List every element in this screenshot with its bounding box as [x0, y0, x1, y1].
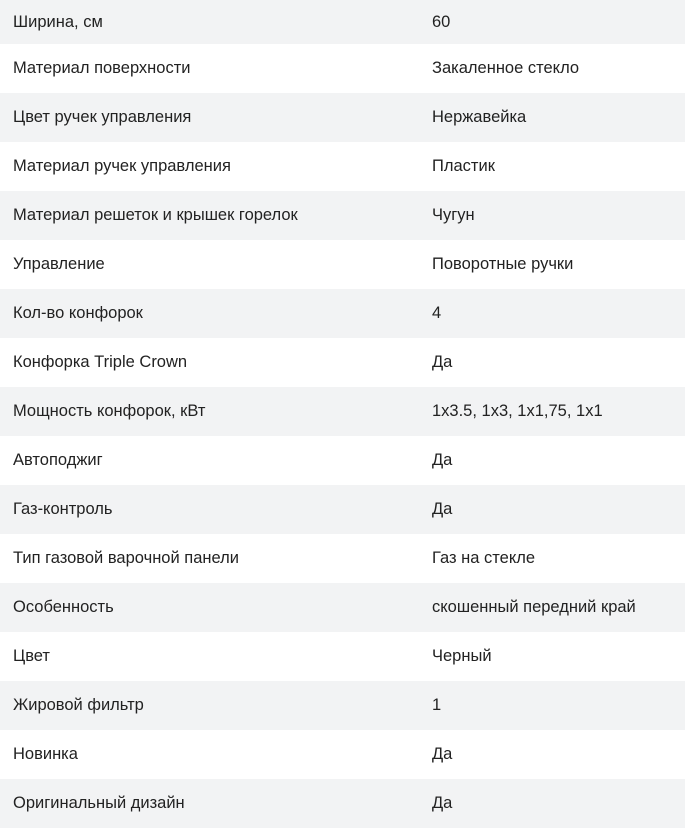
- spec-label: Оригинальный дизайн: [13, 794, 185, 812]
- spec-row-triple-crown: [0, 338, 685, 387]
- spec-row-grate-material: [0, 191, 685, 240]
- spec-label: Конфорка Triple Crown: [13, 353, 188, 371]
- spec-row-original-design: [0, 779, 685, 828]
- spec-row-feature: [0, 583, 685, 632]
- spec-row-surface-material: [0, 44, 685, 93]
- spec-value: Поворотные ручки: [432, 255, 574, 273]
- spec-label: Новинка: [13, 745, 78, 763]
- spec-label: Управление: [13, 255, 105, 273]
- spec-label: Жировой фильтр: [13, 696, 144, 714]
- spec-row-new: [0, 730, 685, 779]
- spec-row-hob-type: [0, 534, 685, 583]
- spec-row-burner-power: [0, 387, 685, 436]
- spec-label: Цвет: [13, 647, 50, 665]
- spec-value: Да: [432, 745, 453, 763]
- spec-row-auto-ignition: [0, 436, 685, 485]
- spec-value: Да: [432, 353, 453, 371]
- spec-label: Кол-во конфорок: [13, 304, 143, 322]
- spec-label: Материал ручек управления: [13, 157, 231, 175]
- spec-value: 60: [432, 12, 451, 31]
- spec-row-knob-material: [0, 142, 685, 191]
- spec-row-grease-filter: [0, 681, 685, 730]
- spec-label: Материал решеток и крышек горелок: [13, 206, 298, 224]
- spec-row-knob-color: [0, 93, 685, 142]
- spec-label: Автоподжиг: [13, 451, 103, 469]
- spec-row-color: [0, 632, 685, 681]
- spec-value: Да: [432, 500, 453, 518]
- spec-value: Нержавейка: [432, 108, 527, 126]
- spec-label: Цвет ручек управления: [13, 108, 192, 126]
- spec-value: Газ на стекле: [432, 549, 536, 567]
- spec-row-control: [0, 240, 685, 289]
- spec-value: Черный: [432, 647, 492, 665]
- spec-value: 4: [432, 304, 442, 322]
- spec-label: Материал поверхности: [13, 59, 191, 77]
- spec-label: Ширина, см: [13, 12, 103, 31]
- spec-label: Мощность конфорок, кВт: [13, 402, 206, 420]
- spec-value: 1: [432, 696, 442, 714]
- spec-label: Особенность: [13, 598, 114, 616]
- spec-row-width: [0, 0, 685, 44]
- spec-value: Закаленное стекло: [432, 59, 580, 77]
- spec-value: 1x3.5, 1x3, 1x1,75, 1x1: [432, 402, 603, 420]
- spec-value: Пластик: [432, 157, 495, 175]
- spec-value: Чугун: [432, 206, 475, 224]
- spec-value: скошенный передний край: [432, 598, 636, 616]
- spec-row-burner-count: [0, 289, 685, 338]
- spec-label: Газ-контроль: [13, 500, 113, 518]
- spec-row-gas-control: [0, 485, 685, 534]
- spec-value: Да: [432, 451, 453, 469]
- spec-label: Тип газовой варочной панели: [13, 549, 239, 567]
- spec-value: Да: [432, 794, 453, 812]
